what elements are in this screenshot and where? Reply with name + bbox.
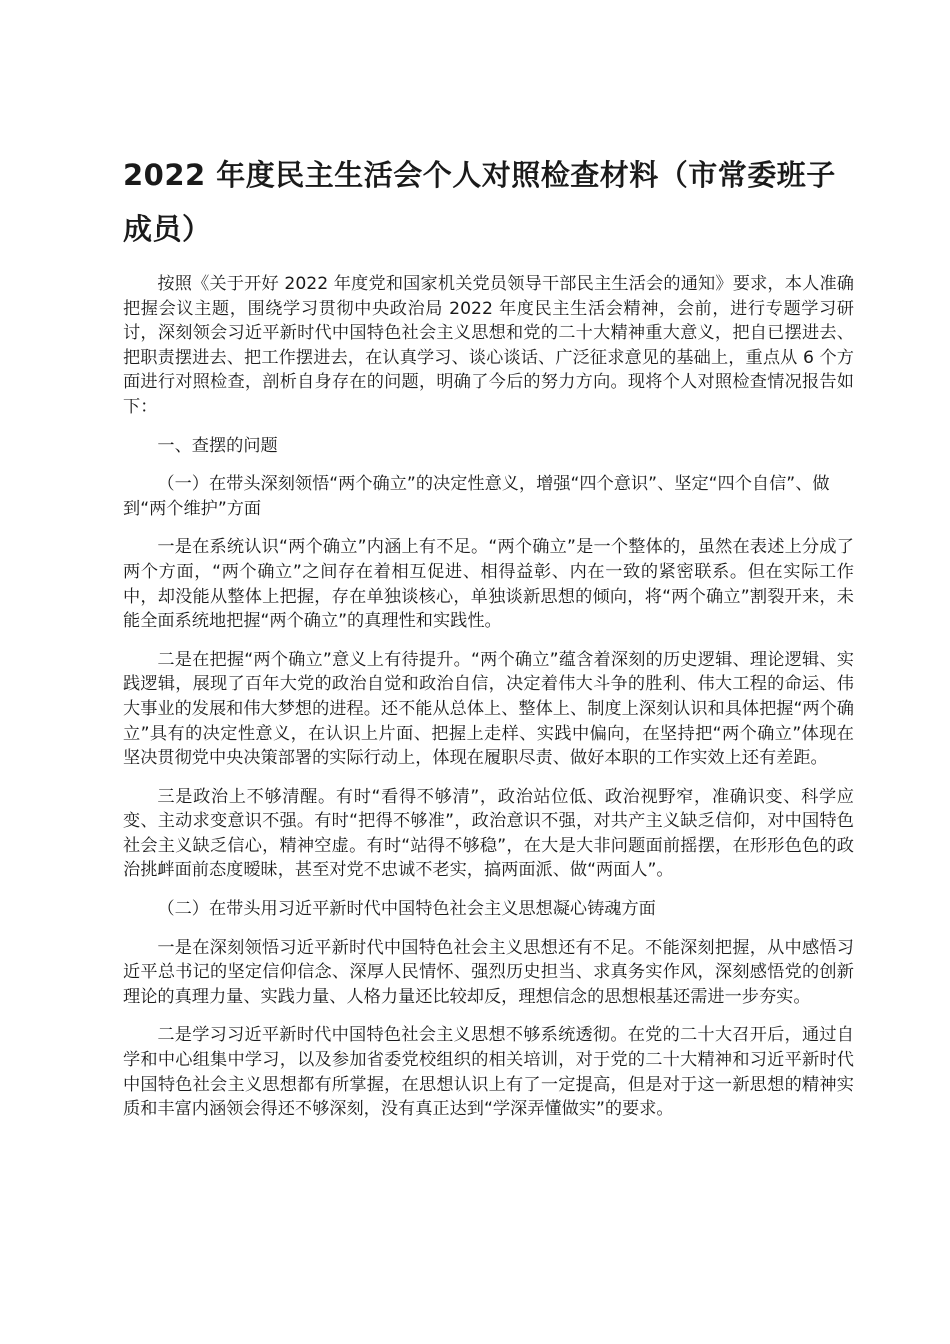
body-paragraph: 二是在把握“两个确立”意义上有待提升。“两个确立”蕴含着深刻的历史逻辑、理论逻辑、实践逻辑，展现了百年大党的政治自觉和政治自信，决定着伟大斗争的胜利、伟大工程的命运、伟大事业的发展和伟大梦想的进程。还不能从总体上、整体上、制度上深刻认识和具体把握“两个确立”具有的决定性意义，在认识上片面、把握上走样、实践中偏向，在坚持把“两个确立”体现在坚决贯彻党中央决策部署的实际行动上，体现在履职尽责、做好本职的工作实效上还有差距。 — [123, 649, 854, 769]
body-paragraph: 一是在深刻领悟习近平新时代中国特色社会主义思想还有不足。不能深刻把握，从中感悟习近平总书记的坚定信仰信念、深厚人民情怀、强烈历史担当、求真务实作风，深刻感悟党的创新理论的真理力量、实践力量、人格力量还比较却反，理想信念的思想根基还需进一步夯实。 — [123, 937, 854, 1007]
body-paragraph: 三是政治上不够清醒。有时“看得不够清”，政治站位低、政治视野窄，准确识变、科学应变、主动求变意识不强。有时“把得不够准”，政治意识不强，对共产主义缺乏信仰，对中国特色社会主义缺乏信心，精神空虚。有时“站得不够稳”，在大是大非问题面前摇摆，在形形色色的政治挑衅面前态度暧昧，甚至对党不忠诚不老实，搞两面派、做“两面人”。 — [123, 786, 854, 881]
subsection-heading-1: （一）在带头深刻领悟“两个确立”的决定性意义，增强“四个意识”、坚定“四个自信”、做到“两个维护”方面 — [123, 474, 830, 519]
intro-paragraph: 按照《关于开好 2022 年度党和国家机关党员领导干部民主生活会的通知》要求，本人准确把握会议主题，围绕学习贯彻中央政治局 2022 年度民主生活会精神，会前，进行专题学习研讨，深刻领会习近平新时代中国特色社会主义思想和党的二十大精神重大意义，把自已摆进去、把职责摆进去、把工作摆进去，在认真学习、谈心谈话、广泛征求意见的基础上，重点从 6 个方面进行对照检查，剖析自身存在的问题，明确了今后的努力方向。现将个人对照检查情况报告如下： — [123, 274, 854, 417]
section-heading: 一、查摆的问题 — [157, 435, 278, 456]
page-title: 2022 年度民主生活会个人对照检查材料（市常委班子成员） — [123, 158, 836, 246]
body-paragraph: 二是学习习近平新时代中国特色社会主义思想不够系统透彻。在党的二十大召开后，通过自学和中心组集中学习，以及参加省委党校组织的相关培训，对于党的二十大精神和习近平新时代中国特色社会主义思想都有所掌握，在思想认识上有了一定提高，但是对于这一新思想的精神实质和丰富内涵领会得还不够深刻，没有真正达到“学深弄懂做实”的要求。 — [123, 1025, 854, 1120]
subsection-heading-2: （二）在带头用习近平新时代中国特色社会主义思想凝心铸魂方面 — [157, 899, 656, 920]
body-paragraph: 一是在系统认识“两个确立”内涵上有不足。“两个确立”是一个整体的，虽然在表述上分成了两个方面，“两个确立”之间存在着相互促进、相得益彰、内在一致的紧密联系。但在实际工作中，却没能从整体上把握，存在单独谈核心，单独谈新思想的倾向，将“两个确立”割裂开来，未能全面系统地把握“两个确立”的真理性和实践性。 — [123, 537, 854, 632]
